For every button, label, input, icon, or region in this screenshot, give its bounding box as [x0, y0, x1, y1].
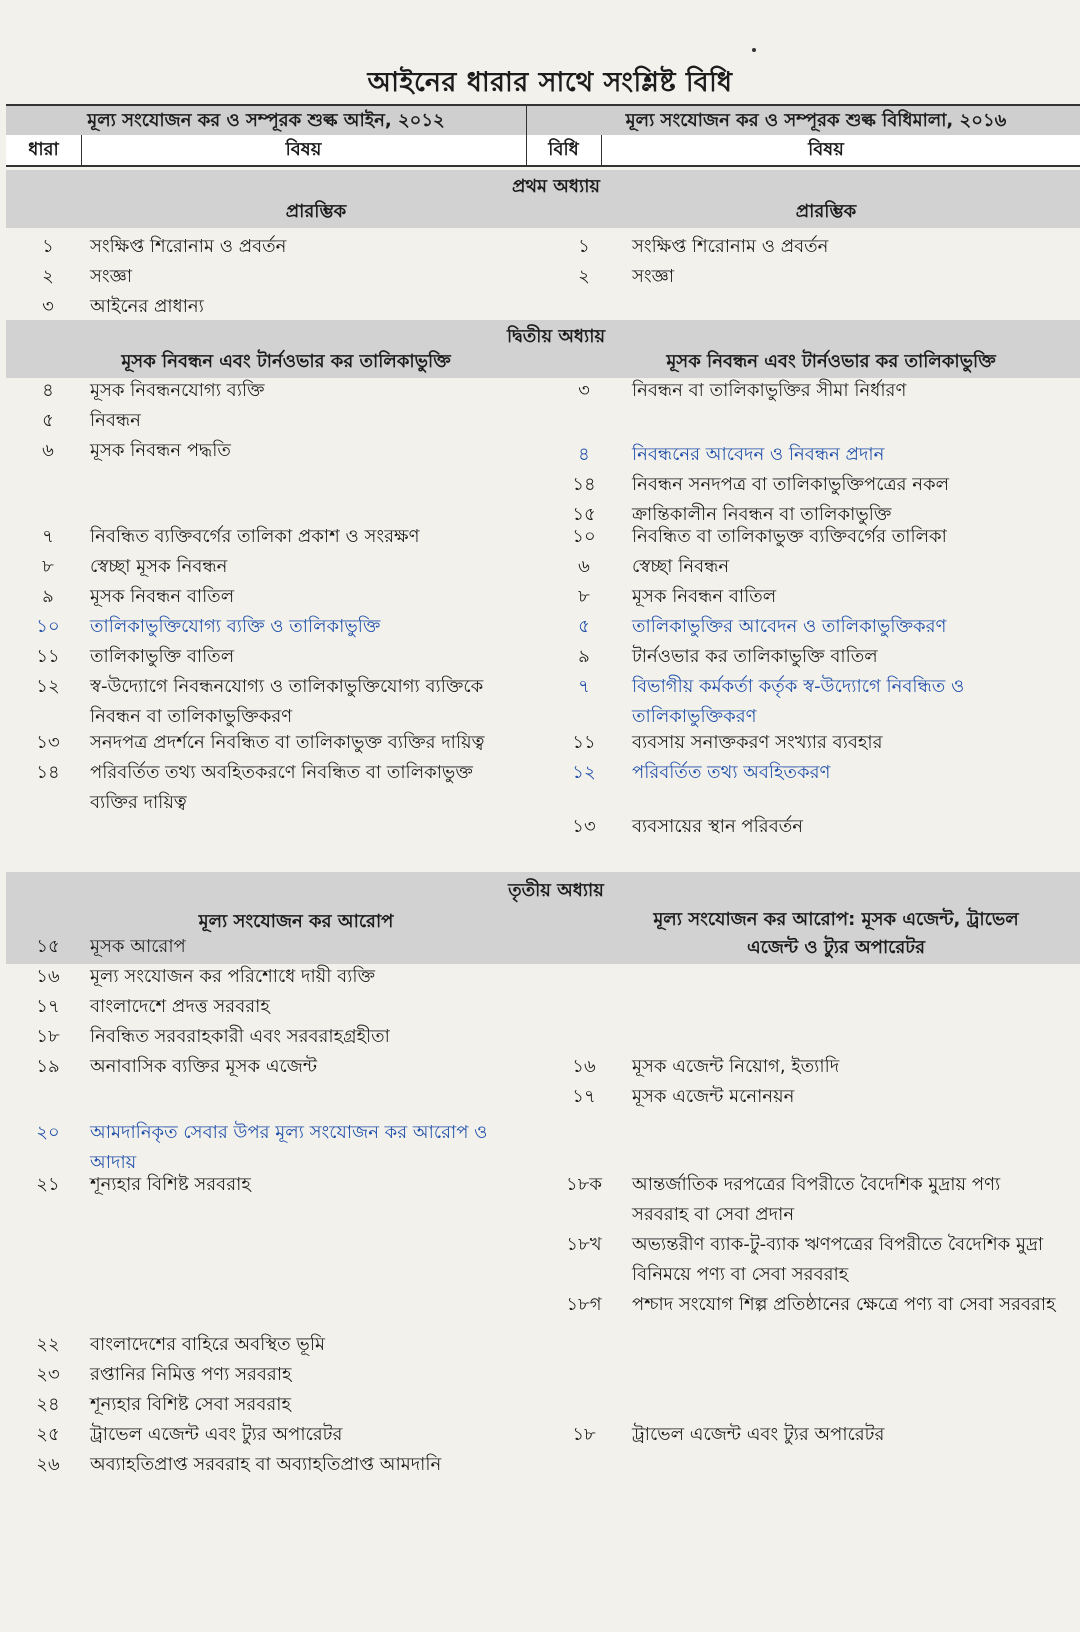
rule-row-text: নিবন্ধন বা তালিকাভুক্তির সীমা নির্ধারণ: [632, 380, 907, 401]
chapter-title: তৃতীয় অধ্যায়: [508, 880, 604, 901]
rule-row-number: ১: [578, 236, 590, 257]
chapter-band-1: [6, 170, 1080, 228]
act-row-text: সনদপত্র প্রদর্শনে নিবন্ধিত বা তালিকাভুক্ত ব্যক্তির দায়িত্ব: [90, 732, 485, 753]
rule-row-text: পরিবর্তিত তথ্য অবহিতকরণ: [632, 762, 831, 783]
act-row-text: আইনের প্রাধান্য: [90, 296, 204, 317]
table-header-columns: [6, 135, 1080, 167]
act-row-text-continued: আদায়: [90, 1152, 137, 1173]
act-row-number: ৫: [42, 410, 54, 431]
act-row-number: ১৮: [36, 1026, 60, 1047]
subject-column-header: বিষয়: [285, 138, 322, 160]
ink-dot: [752, 48, 756, 52]
rule-row-text-continued: সরবরাহ বা সেবা প্রদান: [632, 1204, 795, 1225]
rule-subject-column-header: বিষয়: [808, 138, 844, 160]
rules-chapter-subtitle: মূল্য সংযোজন কর আরোপ: মূসক এজেন্ট, ট্রাভেল এজেন্ট ও ট্যুর অপারেটর: [653, 909, 1019, 958]
act-row-number: ২২: [36, 1334, 60, 1355]
act-row-number: ১০: [36, 616, 60, 637]
rule-row-number: ১৮খ: [566, 1234, 602, 1255]
rule-row-number: ৬: [578, 556, 590, 577]
act-row-text: সংক্ষিপ্ত শিরোনাম ও প্রবর্তন: [90, 236, 287, 257]
act-row-number: ২০: [36, 1122, 60, 1143]
rule-row-number: ১৭: [572, 1086, 596, 1107]
act-row-text: মূসক আরোপ: [90, 936, 186, 957]
rules-title: মূল্য সংযোজন কর ও সম্পূরক শুল্ক বিধিমালা, ২০১৬: [625, 109, 1007, 131]
rule-row-number: ১১: [572, 732, 596, 753]
rule-row-number: ১৮ক: [566, 1174, 602, 1195]
act-row-text: বাংলাদেশের বাহিরে অবস্থিত ভূমি: [90, 1334, 325, 1355]
section-column-header: ধারা: [28, 138, 59, 160]
act-row-number: ১৯: [36, 1056, 60, 1077]
act-row-number: ১: [42, 236, 54, 257]
rule-row-number: ১৫: [572, 504, 596, 525]
rule-row-number: ২: [578, 266, 590, 287]
act-row-text: মূসক নিবন্ধন পদ্ধতি: [90, 440, 231, 461]
chapter-title: প্রথম অধ্যায়: [511, 176, 601, 197]
act-chapter-subtitle: প্রারম্ভিক: [285, 201, 347, 222]
act-row-text: তালিকাভুক্তিযোগ্য ব্যক্তি ও তালিকাভুক্তি: [90, 616, 381, 637]
rule-row-number: ১৩: [572, 816, 596, 837]
act-row-number: ১৫: [36, 936, 60, 957]
act-row-text: ট্রাভেল এজেন্ট এবং ট্যুর অপারেটর: [90, 1424, 343, 1445]
rule-row-text: নিবন্ধনের আবেদন ও নিবন্ধন প্রদান: [632, 444, 885, 465]
act-row-text: বাংলাদেশে প্রদত্ত সরবরাহ: [90, 996, 270, 1017]
rule-row-number: ১৮: [572, 1424, 596, 1445]
act-row-text: শূন্যহার বিশিষ্ট সেবা সরবরাহ: [90, 1394, 291, 1415]
act-row-text: রপ্তানির নিমিত্ত পণ্য সরবরাহ: [90, 1364, 292, 1385]
act-row-text: অব্যাহতিপ্রাপ্ত সরবরাহ বা অব্যাহতিপ্রাপ্ত আমদানি: [90, 1454, 442, 1475]
act-row-number: ৮: [42, 556, 54, 577]
rule-row-text: স্বেচ্ছা নিবন্ধন: [632, 556, 730, 577]
act-row-number: ২৪: [36, 1394, 60, 1415]
rule-row-number: ১৮গ: [566, 1294, 602, 1315]
rule-row-text-continued: বিনিময়ে পণ্য বা সেবা সরবরাহ: [632, 1264, 849, 1285]
rule-row-text: ক্রান্তিকালীন নিবন্ধন বা তালিকাভুক্তি: [632, 504, 892, 525]
rule-row-text: টার্নওভার কর তালিকাভুক্তি বাতিল: [632, 646, 878, 667]
rule-row-text: নিবন্ধিত বা তালিকাভুক্ত ব্যক্তিবর্গের তালিকা: [632, 526, 947, 547]
act-row-text: নিবন্ধন: [90, 410, 141, 431]
act-row-number: ৩: [42, 296, 54, 317]
rules-chapter-subtitle: মূসক নিবন্ধন এবং টার্নওভার কর তালিকাভুক্তি: [666, 351, 996, 372]
act-row-text: পরিবর্তিত তথ্য অবহিতকরণে নিবন্ধিত বা তালিকাভুক্ত: [90, 762, 473, 783]
rule-row-text: ব্যবসায়ের স্থান পরিবর্তন: [632, 816, 803, 837]
act-chapter-subtitle: মূল্য সংযোজন কর আরোপ: [198, 911, 394, 932]
act-row-text-continued: ব্যক্তির দায়িত্ব: [90, 792, 187, 813]
act-row-number: ৯: [42, 586, 54, 607]
act-row-number: ৪: [42, 380, 54, 401]
rule-row-text: নিবন্ধন সনদপত্র বা তালিকাভুক্তিপত্রের নকল: [632, 474, 950, 495]
rule-row-number: ৮: [578, 586, 590, 607]
act-row-number: ২: [42, 266, 54, 287]
rule-row-number: ৩: [578, 380, 590, 401]
rule-row-number: ৫: [578, 616, 590, 637]
act-row-number: ১২: [36, 676, 60, 697]
act-row-number: ৬: [42, 440, 54, 461]
rule-column-header: বিধি: [548, 138, 579, 160]
rule-row-number: ৯: [578, 646, 590, 667]
act-row-text: আমদানিকৃত সেবার উপর মূল্য সংযোজন কর আরোপ ও: [90, 1122, 488, 1143]
table-header-titles: [6, 104, 1080, 137]
act-row-text: স্ব-উদ্যোগে নিবন্ধনযোগ্য ও তালিকাভুক্তিযোগ্য ব্যক্তিকে: [90, 676, 484, 697]
act-row-number: ২৩: [36, 1364, 60, 1385]
rule-row-text: সংক্ষিপ্ত শিরোনাম ও প্রবর্তন: [632, 236, 829, 257]
rule-row-text: ট্রাভেল এজেন্ট এবং ট্যুর অপারেটর: [632, 1424, 885, 1445]
act-row-text: নিবন্ধিত সরবরাহকারী এবং সরবরাহগ্রহীতা: [90, 1026, 390, 1047]
rule-row-number: ৭: [578, 676, 590, 697]
rule-row-number: ১২: [572, 762, 596, 783]
act-row-number: ১৩: [36, 732, 60, 753]
rule-row-text: সংজ্ঞা: [632, 266, 675, 287]
rule-row-text: বিভাগীয় কর্মকর্তা কর্তৃক স্ব-উদ্যোগে নিবন্ধিত ও: [632, 676, 965, 697]
act-row-text: সংজ্ঞা: [90, 266, 133, 287]
chapter-band-2: [6, 320, 1080, 378]
rule-row-text-continued: তালিকাভুক্তিকরণ: [632, 706, 757, 727]
act-row-text: শূন্যহার বিশিষ্ট সরবরাহ: [90, 1174, 251, 1195]
act-row-text: মূসক নিবন্ধনযোগ্য ব্যক্তি: [90, 380, 265, 401]
rule-row-text: মূসক এজেন্ট মনোনয়ন: [632, 1086, 795, 1107]
act-title: মূল্য সংযোজন কর ও সম্পূরক শুল্ক আইন, ২০১২: [87, 109, 445, 131]
rules-chapter-subtitle: প্রারম্ভিক: [795, 201, 857, 222]
act-row-text-continued: নিবন্ধন বা তালিকাভুক্তিকরণ: [90, 706, 293, 727]
rule-row-text: মূসক নিবন্ধন বাতিল: [632, 586, 777, 607]
rule-row-text: মূসক এজেন্ট নিয়োগ, ইত্যাদি: [632, 1056, 840, 1077]
act-row-text: তালিকাভুক্তি বাতিল: [90, 646, 235, 667]
act-row-number: ১৬: [36, 966, 60, 987]
act-row-text: মূল্য সংযোজন কর পরিশোধে দায়ী ব্যক্তি: [90, 966, 376, 987]
rule-row-text: তালিকাভুক্তির আবেদন ও তালিকাভুক্তিকরণ: [632, 616, 947, 637]
rule-row-text: আন্তর্জাতিক দরপত্রের বিপরীতে বৈদেশিক মুদ্রায় পণ্য: [632, 1174, 1001, 1195]
act-row-text: মূসক নিবন্ধন বাতিল: [90, 586, 235, 607]
act-row-text: নিবন্ধিত ব্যক্তিবর্গের তালিকা প্রকাশ ও সংরক্ষণ: [90, 526, 420, 547]
act-row-number: ২১: [36, 1174, 60, 1195]
chapter-title: দ্বিতীয় অধ্যায়: [506, 326, 606, 347]
act-row-text: স্বেচ্ছা মূসক নিবন্ধন: [90, 556, 228, 577]
act-row-number: ১৪: [36, 762, 60, 783]
act-row-number: ১৭: [36, 996, 60, 1017]
act-row-number: ২৫: [36, 1424, 60, 1445]
act-row-number: ২৬: [36, 1454, 60, 1475]
rule-row-number: ১৪: [572, 474, 596, 495]
rule-row-text: পশ্চাদ সংযোগ শিল্প প্রতিষ্ঠানের ক্ষেত্রে পণ্য বা সেবা সরবরাহ: [632, 1294, 1056, 1315]
act-chapter-subtitle: মূসক নিবন্ধন এবং টার্নওভার কর তালিকাভুক্তি: [121, 351, 451, 372]
rule-row-text: অভ্যন্তরীণ ব্যাক-টু-ব্যাক ঋণপত্রের বিপরীতে বৈদেশিক মুদ্রা: [632, 1234, 1044, 1255]
rule-row-number: ১০: [572, 526, 596, 547]
rule-row-number: ১৬: [572, 1056, 596, 1077]
act-row-number: ১১: [36, 646, 60, 667]
act-row-text: অনাবাসিক ব্যক্তির মূসক এজেন্ট: [90, 1056, 318, 1077]
page-title: আইনের ধারার সাথে সংশ্লিষ্ট বিধি: [367, 67, 733, 98]
rule-row-text: ব্যবসায় সনাক্তকরণ সংখ্যার ব্যবহার: [632, 732, 883, 753]
rule-row-number: ৪: [578, 444, 590, 465]
act-row-number: ৭: [42, 526, 54, 547]
